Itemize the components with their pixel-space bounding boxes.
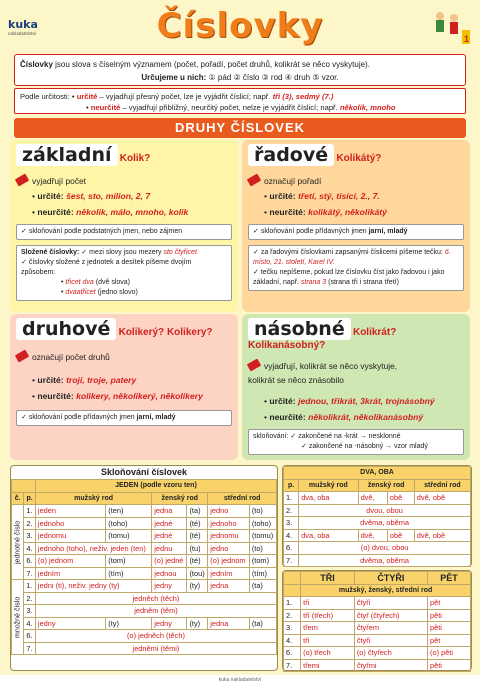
panel-radove: řadové Kolikátý? označují pořadí • určité: třetí, stý, tisící, 2., 7. • neurčité: kolikátý, několikátý ✓ skloňování podle přídavných jmen jarní, mladý ✓ za řadovými číslovkami zapsanými číslicemi píšeme tečku: 6. místo, 21. století, Karel IV. ✓ tečku nepíšeme, pokud lze číslovku číst jako řadovou i jako základní, např. strana 3 (strana tři i strana třetí) <box>242 140 470 312</box>
form-cell: jedné <box>152 517 187 530</box>
form-cell: jednoho <box>35 517 105 530</box>
form-cell: jedna <box>208 580 250 593</box>
form-cell: (tím) <box>106 567 152 580</box>
case-cell: 6. <box>284 542 299 555</box>
declension-table-dva: DVA, OBA p. mužský rod ženský rod střední rod 1. dva, oba dvě, obě dvě, obě 2. dvou, obou 3. dvěma, oběma 4. dva, oba dvě, obě dvě, obě 6. (o) dvou, obou 7. dvěma, oběma <box>282 465 472 567</box>
col-header: mužský rod <box>35 492 151 505</box>
form-cell: jednomu <box>35 530 105 543</box>
col-header: TŘI <box>301 572 355 585</box>
form-cell: (tomu) <box>106 530 152 543</box>
form-cell: pět <box>428 597 471 610</box>
form-cell: dvě, <box>358 492 387 505</box>
form-cell: (ta) <box>187 505 208 518</box>
table-row <box>284 597 471 610</box>
form-cell: (to) <box>249 505 276 518</box>
declension-table-jeden: Skloňování číslovek JEDEN (podle vzoru ten) č. p. mužský rod ženský rod střední rod jednotné číslo 1. jeden (ten) jedna (ta) jedno (to) 2. jednoho (toho) jedné (té) jednoho (toho) 3. jednomu (tomu) jedné (té) jednomu (tomu) 4. jednoho (toho), neživ. jeden (ten) jednu (tu) jedno (to) 6. (o) jednom (tom) (o) jedné (té) (o) jednom (tom) 7. jedním (tím) jednou (tou) jedním (tím) množné číslo 1. jedni (ti), neživ. jedny (ty) jedny (ty) jedna (ta) 2. jedněch (těch) 3. jedněm (těm) 4. jedny (ty) jedny (ty) jedna (ta) 6. (o) jedněch (těch) 7. jedněmi (těmi) <box>10 465 278 671</box>
pencil-icon <box>15 174 29 187</box>
panel-title: násobné <box>248 318 351 340</box>
case-cell: 1. <box>284 492 299 505</box>
form-cell: jedny <box>152 580 187 593</box>
case-cell: 7. <box>284 554 299 567</box>
col-header: p. <box>24 492 36 505</box>
case-cell: 2. <box>284 609 301 622</box>
case-cell: 7. <box>24 567 36 580</box>
table-row <box>12 630 277 643</box>
form-cell: (o) čtyřech <box>354 647 427 660</box>
col-header: ženský rod <box>358 479 414 492</box>
table-row <box>12 530 277 543</box>
number-label: jednotné číslo <box>12 505 24 580</box>
case-cell: 4. <box>24 617 36 630</box>
kids-illustration <box>432 8 472 53</box>
form-cell: pěti <box>428 659 471 672</box>
form-cell: dvě, obě <box>414 529 470 542</box>
form-cell: jeden <box>35 505 105 518</box>
form-cell: jedna <box>152 505 187 518</box>
form-cell: (ten) <box>106 505 152 518</box>
pencil-icon <box>15 350 29 363</box>
form-cell: (tom) <box>106 555 152 568</box>
publisher-logo: kuka nakladatelství <box>8 18 38 36</box>
col-subheader: mužský, ženský, střední rod <box>301 584 471 597</box>
case-cell: 6. <box>284 647 301 660</box>
certainty-box: Podle určitosti: • určité – vyjadřují přesný počet, lze je vyjádřit číslicí; např. tři (3), sedmý (7.) • neurčité – vyjadřují přibližný, neurčitý počet, nelze je vyjádřit číslicí; např. několik, mnoho <box>14 88 466 114</box>
case-cell: 1. <box>24 580 36 593</box>
case-cell: 6. <box>24 630 36 643</box>
page-title: Číslovky <box>156 6 324 46</box>
form-cell: (o) jedné <box>152 555 187 568</box>
form-cell: (o) jedněch (těch) <box>35 630 276 643</box>
table-row <box>12 592 277 605</box>
form-cell: dva, oba <box>299 529 358 542</box>
footer: kuka nakladatelství <box>0 675 480 685</box>
form-cell: dvou, obou <box>299 504 471 517</box>
case-cell: 4. <box>284 634 301 647</box>
form-cell: třemi <box>301 659 355 672</box>
form-cell: (ty) <box>187 580 208 593</box>
table-row <box>12 517 277 530</box>
form-cell: jedny <box>35 617 105 630</box>
table-row <box>284 659 471 672</box>
panel-title: základní <box>16 144 118 166</box>
col-header: PĚT <box>428 572 471 585</box>
panel-zakladni: základní Kolik? vyjadřují počet • určité: šest, sto, milion, 2, 7 • neurčité: několik, málo, mnoho, kolik ✓ skloňování podle podstatných jmen, nebo zájmen Složené číslovky: ✓ mezi slovy jsou mezery sto čtyřicet ✓ číslovky složené z jednotek a desítek píšeme dvojím způsobem: • třicet dva (dvě slova) • dvaatřicet (jedno slovo) <box>10 140 238 312</box>
form-cell: čtyřem <box>354 622 427 635</box>
form-cell: jednomu <box>208 530 250 543</box>
form-cell: (toho) <box>106 517 152 530</box>
case-cell: 7. <box>24 642 36 655</box>
form-cell: (té) <box>187 530 208 543</box>
form-cell: (o) třech <box>301 647 355 660</box>
panel-title: druhové <box>16 318 116 340</box>
form-cell: dvěma, oběma <box>299 517 471 530</box>
definition-box: Číslovky jsou slova s číselným významem (počet, pořadí, počet druhů, kolikrát se něco vyskytuje). Určujeme u nich: ① pád ② číslo ③ rod ④ druh ⑤ vzor. <box>14 54 466 86</box>
table-row <box>12 580 277 593</box>
table-row <box>12 542 277 555</box>
form-cell: obě <box>387 529 414 542</box>
col-header: ČTYŘI <box>354 572 427 585</box>
case-cell: 2. <box>284 504 299 517</box>
form-cell: (tomu) <box>249 530 276 543</box>
case-cell: 3. <box>284 622 301 635</box>
form-cell: dva, oba <box>299 492 358 505</box>
col-header: č. <box>12 492 24 505</box>
form-cell: (ty) <box>106 617 152 630</box>
form-cell: dvěma, oběma <box>299 554 471 567</box>
case-cell: 1. <box>284 597 301 610</box>
form-cell: (tu) <box>187 542 208 555</box>
form-cell: jedněm (těm) <box>35 605 276 618</box>
panel-title: řadové <box>248 144 334 166</box>
form-cell: (o) jednom <box>208 555 250 568</box>
table-row <box>284 517 471 530</box>
form-cell: jednou <box>152 567 187 580</box>
form-cell: (tom) <box>249 555 276 568</box>
col-header: střední rod <box>208 492 277 505</box>
form-cell: obě <box>387 492 414 505</box>
form-cell: tří (třech) <box>301 609 355 622</box>
case-cell: 3. <box>284 517 299 530</box>
form-cell: jednu <box>152 542 187 555</box>
form-cell: pěti <box>428 609 471 622</box>
form-cell: jedny <box>152 617 187 630</box>
case-cell: 1. <box>24 505 36 518</box>
table-row <box>284 622 471 635</box>
form-cell: jednoho (toho), neživ. jeden (ten) <box>35 542 151 555</box>
col-header: ženský rod <box>152 492 208 505</box>
form-cell: (ta) <box>249 580 276 593</box>
form-cell: (té) <box>187 555 208 568</box>
form-cell: dvě, <box>358 529 387 542</box>
table-row <box>12 642 277 655</box>
form-cell: (té) <box>187 517 208 530</box>
form-cell: jedním <box>208 567 250 580</box>
table-row <box>12 505 277 518</box>
pencil-icon <box>247 174 261 187</box>
form-cell: jedno <box>208 542 250 555</box>
form-cell: pěti <box>428 622 471 635</box>
form-cell: (tou) <box>187 567 208 580</box>
form-cell: čtyři <box>354 634 427 647</box>
form-cell: jedna <box>208 617 250 630</box>
form-cell: pět <box>428 634 471 647</box>
section-band: DRUHY ČÍSLOVEK <box>14 118 466 138</box>
case-cell: 4. <box>24 542 36 555</box>
form-cell: jedněmi (těmi) <box>35 642 276 655</box>
form-cell: jedněch (těch) <box>35 592 276 605</box>
form-cell: dvě, obě <box>414 492 470 505</box>
number-label: množné číslo <box>12 580 24 655</box>
case-cell: 2. <box>24 592 36 605</box>
form-cell: tři <box>301 597 355 610</box>
case-cell: 7. <box>284 659 301 672</box>
form-cell: tři <box>301 634 355 647</box>
form-cell: jednoho <box>208 517 250 530</box>
panel-nasobne: násobné Kolikrát? Kolikanásobný? vyjadřují, kolikrát se něco vyskytuje, kolikrát se něco znásobilo • určité: jednou, třikrát, 3krát, trojnásobný • neurčité: několikrát, několikanásobný skloňování: ✓ zakončené na -krát → nesklonné ✓ zakončené na -násobný → vzor mladý <box>242 314 470 460</box>
table-row <box>284 609 471 622</box>
table-row <box>12 617 277 630</box>
table-row <box>12 567 277 580</box>
table-row <box>284 504 471 517</box>
form-cell: (to) <box>249 542 276 555</box>
case-cell: 2. <box>24 517 36 530</box>
panel-druhove: druhové Kolikerý? Kolikery? označují počet druhů • určité: trojí, troje, patery • neurčité: kolikery, několikerý, několikery ✓ skloňování podle přídavných jmen jarní, mladý <box>10 314 238 460</box>
table-row <box>284 554 471 567</box>
form-cell: (ta) <box>249 617 276 630</box>
table-row <box>12 605 277 618</box>
form-cell: čtyřmi <box>354 659 427 672</box>
form-cell: jedním <box>35 567 105 580</box>
form-cell: (ty) <box>187 617 208 630</box>
col-header: střední rod <box>414 479 470 492</box>
table-row <box>284 542 471 555</box>
case-cell: 4. <box>284 529 299 542</box>
form-cell: jedno <box>208 505 250 518</box>
table-row <box>284 647 471 660</box>
case-cell: 3. <box>24 530 36 543</box>
form-cell: (toho) <box>249 517 276 530</box>
svg-text:1: 1 <box>464 34 470 44</box>
form-cell: jedni (ti), neživ. jedny (ty) <box>35 580 151 593</box>
form-cell: čtyři <box>354 597 427 610</box>
col-header: p. <box>284 479 299 492</box>
form-cell: (tím) <box>249 567 276 580</box>
form-cell: třem <box>301 622 355 635</box>
table-row <box>284 634 471 647</box>
form-cell: (o) jednom <box>35 555 105 568</box>
case-cell: 3. <box>24 605 36 618</box>
table-row <box>284 529 471 542</box>
table-row <box>12 555 277 568</box>
form-cell: čtyř (čtyřech) <box>354 609 427 622</box>
case-cell: 6. <box>24 555 36 568</box>
table-row <box>284 492 471 505</box>
pencil-icon <box>247 359 261 372</box>
form-cell: (o) dvou, obou <box>299 542 471 555</box>
form-cell: jedné <box>152 530 187 543</box>
declension-table-tri <box>282 570 472 671</box>
col-header: mužský rod <box>299 479 358 492</box>
form-cell: (o) pěti <box>428 647 471 660</box>
